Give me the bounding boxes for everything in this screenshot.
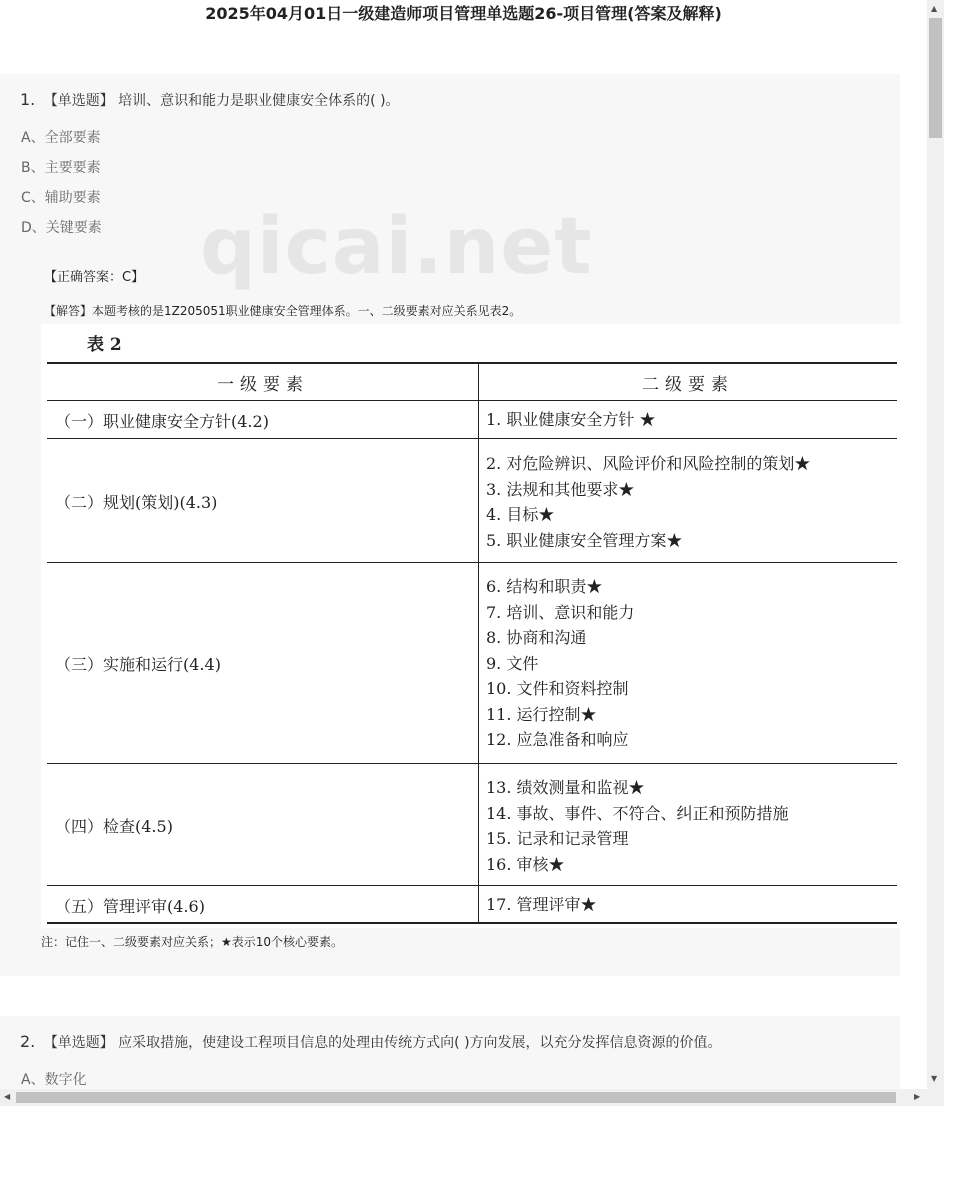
table-row-rule xyxy=(47,438,897,439)
table-item: 10. 文件和资料控制 xyxy=(486,679,629,698)
question-number: 2. xyxy=(20,1032,36,1051)
question-header xyxy=(20,90,400,110)
question-header xyxy=(20,1032,722,1052)
question-card-2 xyxy=(0,1016,900,1089)
table-header-level1: 一级要素 xyxy=(217,375,309,395)
table-item: 7. 培训、意识和能力 xyxy=(486,602,635,622)
table-column-rule xyxy=(478,362,479,924)
table-row-rule xyxy=(47,885,897,886)
table-note: 注：记住一、二级要素对应关系；★表示10个核心要素。 xyxy=(41,935,344,949)
table-item: 15. 记录和记录管理 xyxy=(486,829,629,848)
table-cell-level2 xyxy=(486,574,634,753)
table-bottom-rule xyxy=(47,922,897,924)
table-item: 2. 对危险辨识、风险评价和风险控制的策划★ xyxy=(486,454,811,473)
table-cell-level2 xyxy=(486,407,655,433)
question-stem: 应采取措施，使建设工程项目信息的处理由传统方式向( )方向发展，以充分发挥信息资源的价值。 xyxy=(118,1035,722,1051)
scroll-up-icon[interactable]: ▲ xyxy=(931,4,938,13)
scroll-left-icon[interactable]: ◀ xyxy=(4,1092,11,1101)
table-item: 12. 应急准备和响应 xyxy=(486,730,629,749)
table-item: 17. 管理评审★ xyxy=(486,895,597,914)
table-row-rule xyxy=(47,562,897,563)
table-item: 6. 结构和职责★ xyxy=(486,577,603,596)
table-item: 9. 文件 xyxy=(486,653,539,673)
table-item: 4. 目标★ xyxy=(486,505,555,524)
table-cell-level2 xyxy=(486,892,597,918)
table-header-rule xyxy=(47,400,897,401)
horizontal-scrollbar[interactable] xyxy=(0,1089,927,1106)
table-item: 5. 职业健康安全管理方案★ xyxy=(486,530,683,550)
scroll-down-icon[interactable]: ▼ xyxy=(931,1074,938,1083)
elements-table xyxy=(41,324,900,928)
horizontal-scroll-thumb[interactable] xyxy=(16,1092,896,1103)
scroll-right-icon[interactable]: ▶ xyxy=(914,1092,921,1101)
table-row-rule xyxy=(47,763,897,764)
table-cell-level1: （二）规划(策划)(4.3) xyxy=(55,493,218,512)
table-item: 1. 职业健康安全方针 ★ xyxy=(486,410,656,429)
table-item: 3. 法规和其他要求★ xyxy=(486,479,635,499)
table-top-rule xyxy=(47,362,897,364)
question-type: 【单选题】 xyxy=(43,1035,114,1051)
table-item: 13. 绩效测量和监视★ xyxy=(486,778,645,797)
table-header-level2: 二级要素 xyxy=(642,375,734,395)
question-stem: 培训、意识和能力是职业健康安全体系的( )。 xyxy=(118,93,400,109)
table-item: 8. 协商和沟通 xyxy=(486,628,587,647)
correct-answer: 【正确答案：C】 xyxy=(44,270,145,285)
table-item: 14. 事故、事件、不符合、纠正和预防措施 xyxy=(486,803,789,823)
table-item: 11. 运行控制★ xyxy=(486,704,597,724)
table-cell-level1: （五）管理评审(4.6) xyxy=(55,897,205,916)
option-b[interactable]: B、主要要素 xyxy=(21,160,101,176)
table-cell-level1: （三）实施和运行(4.4) xyxy=(55,655,221,674)
scrollbar-corner xyxy=(927,1089,944,1106)
table-cell-level2 xyxy=(486,775,789,877)
option-a[interactable]: A、全部要素 xyxy=(21,130,101,146)
vertical-scroll-thumb[interactable] xyxy=(929,18,942,138)
table-cell-level2 xyxy=(486,451,810,553)
page-title: 2025年04月01日一级建造师项目管理单选题26-项目管理(答案及解释) xyxy=(205,4,722,23)
table-cell-level1: （一）职业健康安全方针(4.2) xyxy=(55,412,269,431)
question-type: 【单选题】 xyxy=(43,93,114,109)
table-caption: 表 2 xyxy=(87,335,122,355)
vertical-scrollbar[interactable] xyxy=(927,0,944,1089)
option-d[interactable]: D、关键要素 xyxy=(21,220,102,236)
question-number: 1. xyxy=(20,90,36,109)
option-a[interactable]: A、数字化 xyxy=(21,1072,87,1088)
watermark: qicai.net xyxy=(200,202,593,292)
table-cell-level1: （四）检查(4.5) xyxy=(55,817,173,836)
table-item: 16. 审核★ xyxy=(486,854,565,874)
option-c[interactable]: C、辅助要素 xyxy=(21,190,101,206)
explanation: 【解答】本题考核的是1Z205051职业健康安全管理体系。一、二级要素对应关系见表2。 xyxy=(44,304,522,318)
